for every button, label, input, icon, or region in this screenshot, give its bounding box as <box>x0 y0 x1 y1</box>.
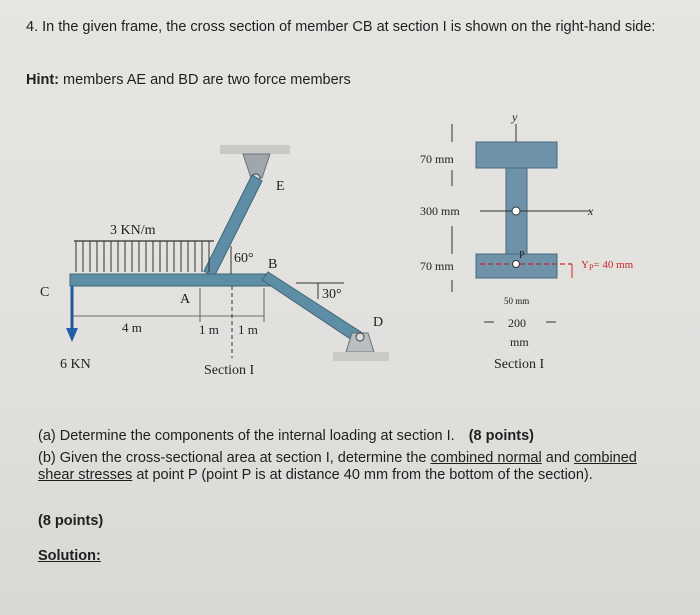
part-b-underline-2: combined shear stresses <box>38 450 637 483</box>
part-b <box>38 450 668 484</box>
hint-label: Hint: <box>26 72 60 88</box>
dim-1m-b: 1 m <box>238 322 258 337</box>
dim-bottom: 70 mm <box>420 259 454 273</box>
dim-4m: 4 m <box>122 320 142 335</box>
label-A: A <box>180 292 191 307</box>
part-b-text-3: at point P (point P is at distance 40 mm from the bottom of the section). <box>132 467 593 483</box>
load-arrows <box>76 241 209 272</box>
ground-support-D <box>333 352 389 361</box>
angle-30-label: 30° <box>322 287 342 302</box>
label-E: E <box>276 179 285 194</box>
load-label: 3 KN/m <box>110 223 156 238</box>
axis-x-label: x <box>588 204 594 218</box>
top-flange <box>476 142 557 168</box>
yp-text <box>581 259 634 272</box>
point-p-marker <box>513 261 520 268</box>
part-a-points: (8 points) <box>468 428 534 444</box>
dim-1m-a: 1 m <box>199 322 219 337</box>
label-D: D <box>373 315 384 330</box>
part-b-text-1: (b) Given the cross-sectional area at section I, determine the <box>38 450 431 466</box>
web-width: 50 mm <box>504 296 530 306</box>
question-title: 4. In the given frame, the cross section of member CB at section I is shown on the right-hand side: <box>26 19 656 35</box>
part-b-underline-1: combined normal <box>430 450 542 466</box>
part-a-text: (a) Determine the components of the internal loading at section I. <box>38 428 455 444</box>
axis-y-label: y <box>512 110 518 124</box>
yp-label: Y <box>581 259 589 271</box>
yp-sub: P <box>588 263 594 272</box>
ceiling-support <box>220 145 290 154</box>
solution-heading: Solution: <box>38 548 101 564</box>
flange-width-unit: mm <box>510 335 529 349</box>
part-a <box>38 428 534 444</box>
point-p-label: P <box>519 250 525 261</box>
hint-text: members AE and BD are two force members <box>59 72 351 88</box>
dim-web: 300 mm <box>420 204 460 218</box>
section-label-cross: Section I <box>494 357 545 372</box>
part-b-text-2: and <box>541 450 574 466</box>
label-B: B <box>268 257 278 272</box>
pin-D <box>356 333 364 341</box>
member-CB <box>70 274 270 286</box>
force-label: 6 KN <box>60 357 91 372</box>
yp-value: = 40 mm <box>593 259 634 271</box>
centroid-marker <box>512 207 520 215</box>
label-C: C <box>40 285 50 300</box>
section-label-frame: Section I <box>204 363 255 378</box>
angle-60-label: 60° <box>234 251 254 266</box>
dim-top: 70 mm <box>420 152 454 166</box>
part-b-points: (8 points) <box>38 513 104 529</box>
flange-width-value: 200 <box>508 316 526 330</box>
